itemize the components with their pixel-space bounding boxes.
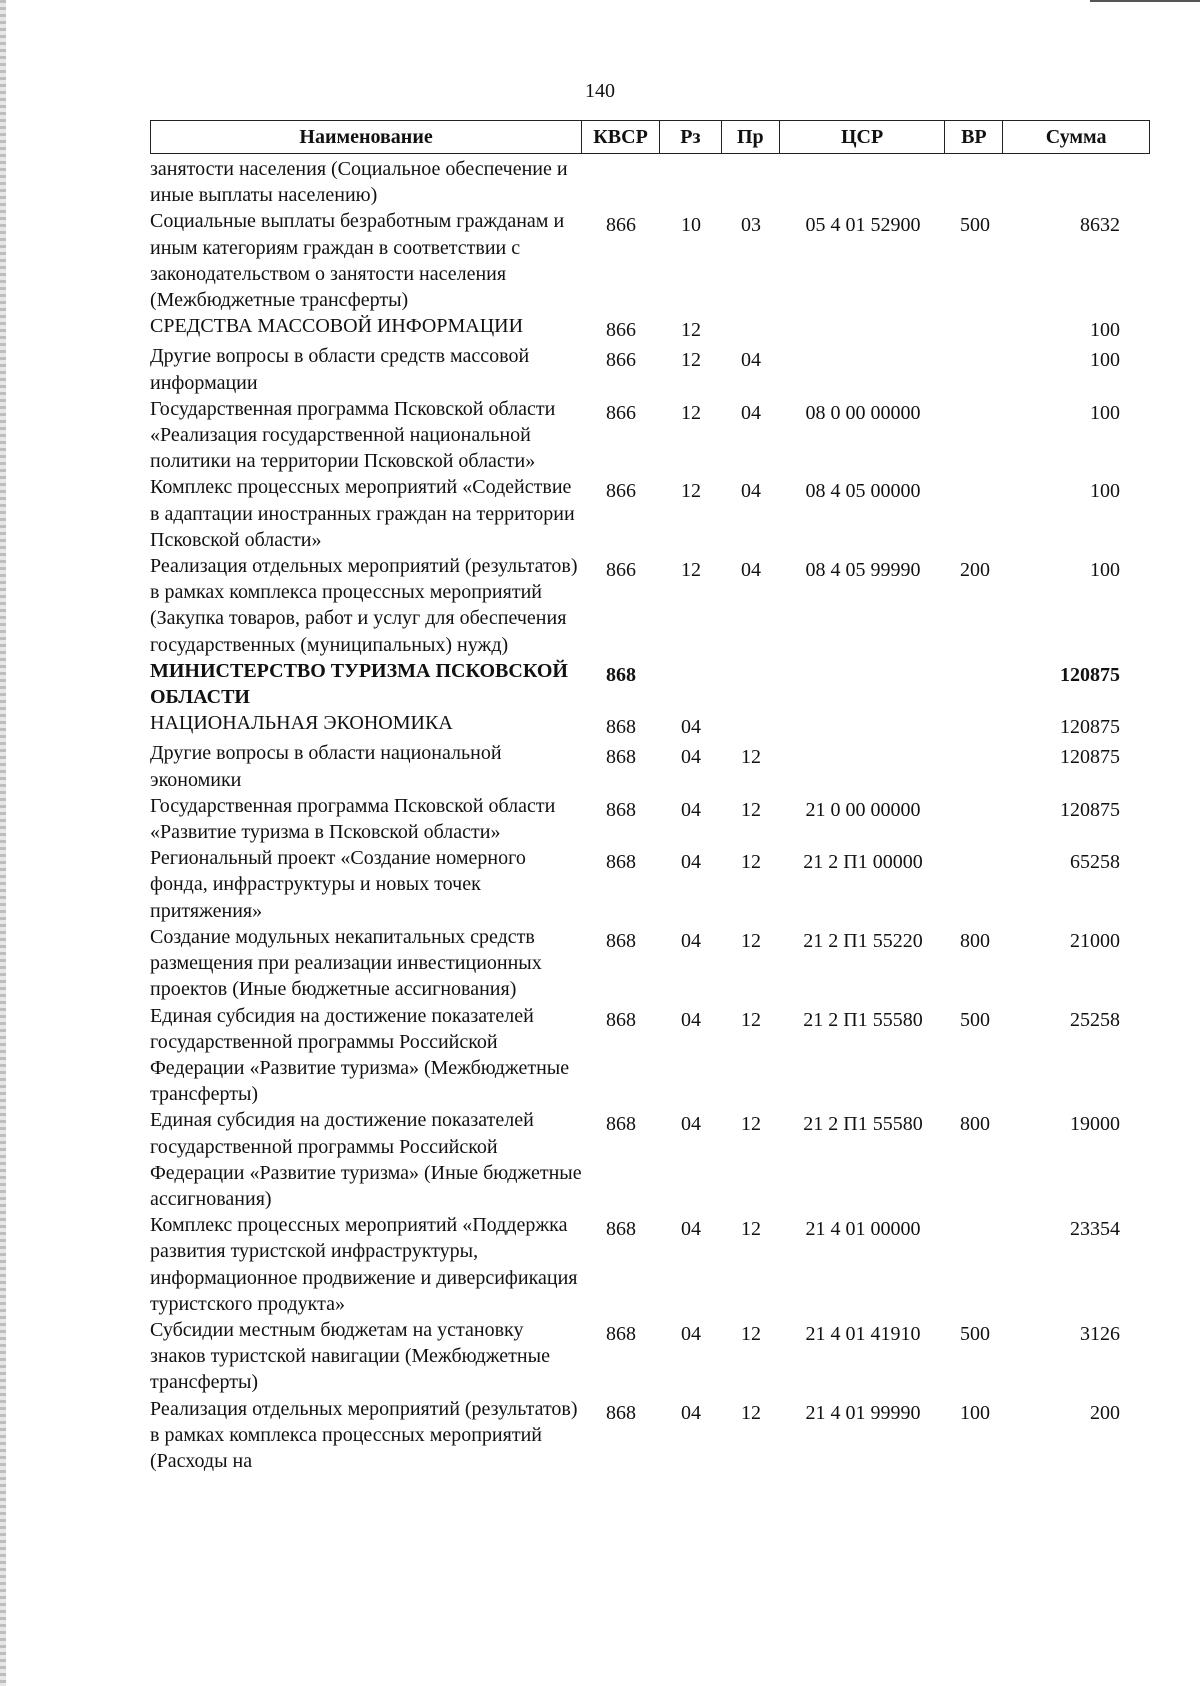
header-name: Наименование [151, 121, 582, 153]
table-row [150, 658, 1150, 710]
cell-name: Государственная программа Псковской области «Реализация государственной национальной политики на территории Псковской области» [150, 397, 556, 473]
cell-rz: 04 [681, 851, 701, 874]
cell-csr [780, 343, 946, 395]
cell-vr: 200 [960, 559, 990, 582]
table-row [150, 924, 1150, 1003]
cell-sum: 120875 [1060, 716, 1120, 739]
cell-csr: 08 4 05 00000 [805, 480, 921, 503]
cell-vr: 500 [960, 1322, 990, 1345]
cell-pr: 12 [741, 851, 761, 874]
cell-name: МИНИСТЕРСТВО ТУРИЗМА ПСКОВСКОЙ ОБЛАСТИ [150, 659, 568, 709]
cell-csr [780, 740, 946, 792]
cell-csr: 21 4 01 99990 [805, 1401, 921, 1424]
header-sum: Сумма [1045, 126, 1107, 148]
cell-csr: 21 2 П1 00000 [803, 851, 923, 874]
budget-table [150, 120, 1150, 1474]
table-row [150, 1212, 1150, 1317]
cell-vr: 800 [960, 929, 990, 952]
cell-vr: 500 [960, 214, 990, 237]
cell-sum: 25258 [1070, 1008, 1120, 1031]
cell-kvsr: 868 [606, 851, 636, 874]
cell-csr: 21 2 П1 55580 [803, 1113, 923, 1136]
cell-rz: 12 [681, 349, 701, 372]
cell-rz: 04 [681, 716, 701, 739]
cell-vr [946, 396, 1004, 475]
cell-kvsr: 868 [606, 1113, 636, 1136]
cell-sum: 21000 [1070, 929, 1120, 952]
cell-pr: 12 [741, 929, 761, 952]
cell-pr: 12 [741, 798, 761, 821]
cell-vr [946, 1212, 1004, 1317]
scan-edge-mark [1090, 0, 1200, 2]
cell-pr [722, 658, 780, 710]
cell-sum: 100 [1090, 319, 1120, 342]
header-kvsr: КВСР [582, 121, 660, 153]
cell-pr: 04 [741, 349, 761, 372]
table-row [150, 740, 1150, 792]
cell-rz: 04 [681, 1008, 701, 1031]
table-row [150, 396, 1150, 475]
cell-vr: 800 [960, 1113, 990, 1136]
cell-name: Другие вопросы в области национальной экономики [150, 742, 502, 791]
cell-rz: 12 [681, 559, 701, 582]
cell-csr: 21 0 00 00000 [805, 798, 921, 821]
cell-vr: 100 [960, 1401, 990, 1424]
table-body [150, 154, 1150, 1474]
cell-vr [946, 845, 1004, 924]
cell-csr: 08 0 00 00000 [805, 401, 921, 424]
cell-vr [946, 710, 1004, 740]
scan-edge [0, 0, 6, 1686]
cell-sum [1004, 156, 1150, 208]
table-row [150, 710, 1150, 740]
table-row [150, 156, 1150, 208]
cell-pr: 12 [741, 1401, 761, 1424]
table-row [150, 793, 1150, 845]
cell-sum: 19000 [1070, 1113, 1120, 1136]
table-row [150, 343, 1150, 395]
cell-kvsr: 866 [606, 480, 636, 503]
cell-csr: 21 4 01 41910 [805, 1322, 921, 1345]
cell-csr: 21 2 П1 55220 [803, 929, 923, 952]
cell-kvsr: 868 [606, 798, 636, 821]
cell-kvsr: 868 [606, 1401, 636, 1424]
cell-kvsr: 866 [606, 401, 636, 424]
cell-sum: 3126 [1080, 1322, 1120, 1345]
cell-rz [660, 156, 722, 208]
cell-vr [946, 474, 1004, 553]
cell-rz: 04 [681, 798, 701, 821]
cell-rz: 04 [681, 1401, 701, 1424]
header-rz: Рз [660, 121, 722, 153]
cell-vr [946, 156, 1004, 208]
cell-name: СРЕДСТВА МАССОВОЙ ИНФОРМАЦИИ [150, 315, 524, 338]
cell-sum: 120875 [1060, 798, 1120, 821]
cell-pr: 04 [741, 480, 761, 503]
cell-name: Единая субсидия на достижение показателей государственной программы Российской Федерации «Развитие туризма» (Межбюджетные трансферты) [150, 1004, 570, 1106]
table-row [150, 845, 1150, 924]
cell-vr: 500 [960, 1008, 990, 1031]
cell-name: Субсидии местным бюджетам на установку знаков туристской навигации (Межбюджетные трансферты) [150, 1318, 550, 1394]
cell-name: НАЦИОНАЛЬНАЯ ЭКОНОМИКА [150, 712, 453, 735]
cell-name: Реализация отдельных мероприятий (результатов) в рамках комплекса процессных мероприятий (Расходы на [150, 1397, 578, 1472]
cell-csr: 05 4 01 52900 [805, 214, 921, 237]
cell-vr [946, 313, 1004, 343]
cell-name: Единая субсидия на достижение показателей государственной программы Российской Федерации «Развитие туризма» (Иные бюджетные ассигнования) [150, 1109, 582, 1210]
table-row [150, 208, 1150, 313]
cell-name: Другие вопросы в области средств массовой информации [150, 345, 530, 394]
table-row [150, 1317, 1150, 1396]
cell-kvsr: 866 [606, 319, 636, 342]
table-row [150, 1003, 1150, 1108]
cell-rz [660, 658, 722, 710]
cell-sum: 100 [1090, 401, 1120, 424]
cell-rz: 04 [681, 1218, 701, 1241]
cell-csr: 08 4 05 99990 [805, 559, 921, 582]
cell-name: Реализация отдельных мероприятий (результатов) в рамках комплекса процессных мероприятий (Закупка товаров, работ и услуг для обеспечения государственных (муниципальных) нужд) [150, 555, 578, 656]
cell-pr: 12 [741, 746, 761, 769]
cell-rz: 10 [681, 214, 701, 237]
cell-vr [946, 658, 1004, 710]
cell-sum: 100 [1090, 349, 1120, 372]
cell-kvsr: 866 [606, 349, 636, 372]
header-csr: ЦСР [780, 121, 946, 153]
cell-csr [780, 156, 946, 208]
cell-kvsr: 868 [606, 929, 636, 952]
cell-sum: 100 [1090, 559, 1120, 582]
cell-name: занятости населения (Социальное обеспечение и иные выплаты населению) [150, 158, 568, 207]
cell-csr [780, 710, 946, 740]
cell-pr: 03 [741, 214, 761, 237]
cell-sum: 200 [1090, 1401, 1120, 1424]
cell-pr [722, 313, 780, 343]
cell-csr [780, 313, 946, 343]
table-row [150, 474, 1150, 553]
header-pr: Пр [722, 121, 780, 153]
cell-kvsr: 868 [606, 1008, 636, 1031]
cell-kvsr: 868 [606, 663, 636, 686]
table-row [150, 1107, 1150, 1212]
cell-name: Государственная программа Псковской области «Развитие туризма в Псковской области» [150, 794, 556, 844]
cell-rz: 12 [681, 319, 701, 342]
cell-rz: 04 [681, 746, 701, 769]
cell-kvsr: 866 [606, 214, 636, 237]
cell-pr: 12 [741, 1322, 761, 1345]
cell-name: Региональный проект «Создание номерного фонда, инфраструктуры и новых точек притяжения» [150, 847, 526, 922]
cell-pr: 12 [741, 1113, 761, 1136]
cell-kvsr: 868 [606, 1218, 636, 1241]
cell-name: Создание модульных некапитальных средств размещения при реализации инвестиционных проектов (Иные бюджетные ассигнования) [150, 925, 542, 1001]
cell-name: Социальные выплаты безработным гражданам и иным категориям граждан в соответствии с законодательством о занятости населения (Межбюджетные трансферты) [150, 210, 565, 312]
cell-rz: 12 [681, 480, 701, 503]
cell-kvsr: 868 [606, 716, 636, 739]
cell-pr: 12 [741, 1008, 761, 1031]
cell-pr: 12 [741, 1218, 761, 1241]
cell-rz: 04 [681, 1113, 701, 1136]
cell-rz: 04 [681, 929, 701, 952]
cell-sum: 23354 [1070, 1218, 1120, 1241]
cell-sum: 8632 [1080, 214, 1120, 237]
cell-pr: 04 [741, 559, 761, 582]
cell-pr [722, 156, 780, 208]
cell-sum: 120875 [1060, 663, 1120, 686]
cell-pr [722, 710, 780, 740]
table-row [150, 313, 1150, 343]
cell-rz: 12 [681, 401, 701, 424]
cell-kvsr: 868 [606, 746, 636, 769]
cell-csr: 21 2 П1 55580 [803, 1008, 923, 1031]
header-vr: ВР [945, 121, 1003, 153]
cell-pr: 04 [741, 401, 761, 424]
cell-kvsr: 868 [606, 1322, 636, 1345]
cell-kvsr [582, 156, 660, 208]
cell-csr [780, 658, 946, 710]
cell-name: Комплекс процессных мероприятий «Поддержка развития туристской инфраструктуры, информационное продвижение и диверсификация туристского продукта» [150, 1214, 578, 1315]
cell-rz: 04 [681, 1322, 701, 1345]
page-number: 140 [585, 80, 615, 102]
cell-sum: 100 [1090, 480, 1120, 503]
cell-sum: 120875 [1060, 746, 1120, 769]
cell-vr [946, 740, 1004, 792]
table-row [150, 1396, 1150, 1475]
cell-vr [946, 793, 1004, 845]
cell-name: Комплекс процессных мероприятий «Содействие в адаптации иностранных граждан на территории Псковской области» [150, 476, 575, 551]
cell-sum: 65258 [1070, 851, 1120, 874]
cell-csr: 21 4 01 00000 [805, 1218, 921, 1241]
cell-vr [946, 343, 1004, 395]
table-row [150, 553, 1150, 658]
cell-kvsr: 866 [606, 559, 636, 582]
table-header [150, 120, 1150, 154]
